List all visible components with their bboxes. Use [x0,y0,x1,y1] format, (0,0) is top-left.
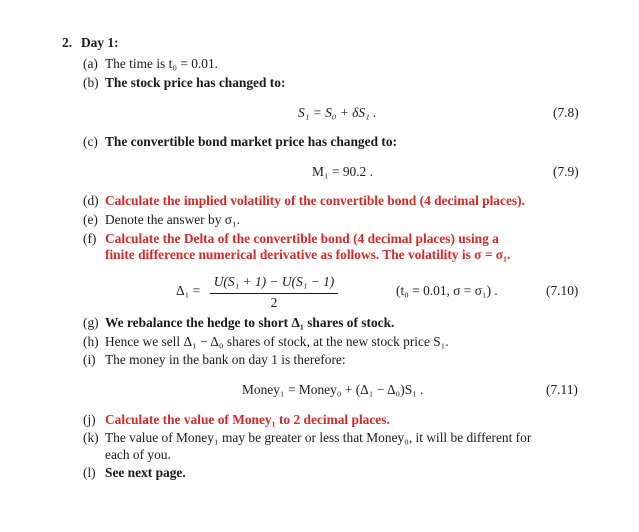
item-text-e: Denote the answer by σ₁. [105,212,240,227]
item-label-d: (d) [83,193,99,208]
item-text-i: The money in the bank on day 1 is therefore: [105,352,346,367]
section-number: 2. [62,35,73,50]
item-label-l: (l) [83,465,96,480]
equation-7-10-condition: (t₀ = 0.01, σ = σ₁) . [396,283,498,298]
item-text-l: See next page. [105,465,186,480]
equation-7-10-numerator: U(S₁ + 1) − U(S₁ − 1) [213,274,335,289]
item-label-j: (j) [83,412,96,427]
item-label-h: (h) [83,334,99,349]
equation-7-10-lhs: Δ₁ = [176,283,201,298]
item-label-i: (i) [83,352,96,367]
equation-7-8: S₁ = S₀ + δS₁ . [298,105,377,120]
item-text-g: We rebalance the hedge to short Δ₁ shares of stock. [105,315,395,330]
equation-number-7-8: (7.8) [553,105,579,120]
item-label-k: (k) [83,430,99,445]
item-text-j: Calculate the value of Money₁ to 2 decimal places. [105,412,390,427]
item-text-a [105,56,218,72]
item-text-f-line1: Calculate the Delta of the convertible bond (4 decimal places) using a [105,231,499,246]
item-a-content: The time is t₀ = 0.01. [105,56,219,71]
item-label-a: (a) [83,56,98,71]
item-label-c: (c) [83,134,98,149]
item-text-f-line2: finite difference numerical derivative as follows. The volatility is σ = σ₁. [105,247,511,262]
item-label-f: (f) [83,231,97,246]
item-label-e: (e) [83,212,98,227]
equation-7-9: M₁ = 90.2 . [312,164,373,179]
item-text-h: Hence we sell Δ₁ − Δ₀ shares of stock, at the new stock price S₁. [105,334,449,349]
item-text-b: The stock price has changed to: [105,75,286,90]
section-title: Day 1: [81,35,119,50]
equation-number-7-11: (7.11) [546,382,578,397]
equation-7-10-denominator: 2 [270,295,278,310]
equation-number-7-9: (7.9) [553,164,579,179]
equation-7-11: Money₁ = Money₀ + (Δ₁ − Δ₀)S₁ . [242,382,424,397]
item-text-k-line1: The value of Money₁ may be greater or less that Money₀, it will be different for [105,430,532,445]
equation-number-7-10: (7.10) [546,283,579,298]
item-text-d: Calculate the implied volatility of the convertible bond (4 decimal places). [105,193,525,208]
item-text-k-line2: each of you. [105,447,171,462]
item-label-b: (b) [83,75,99,90]
item-label-g: (g) [83,315,99,330]
item-text-c: The convertible bond market price has changed to: [105,134,397,149]
fraction-bar [210,293,338,294]
equation-7-10-fraction [208,274,340,314]
